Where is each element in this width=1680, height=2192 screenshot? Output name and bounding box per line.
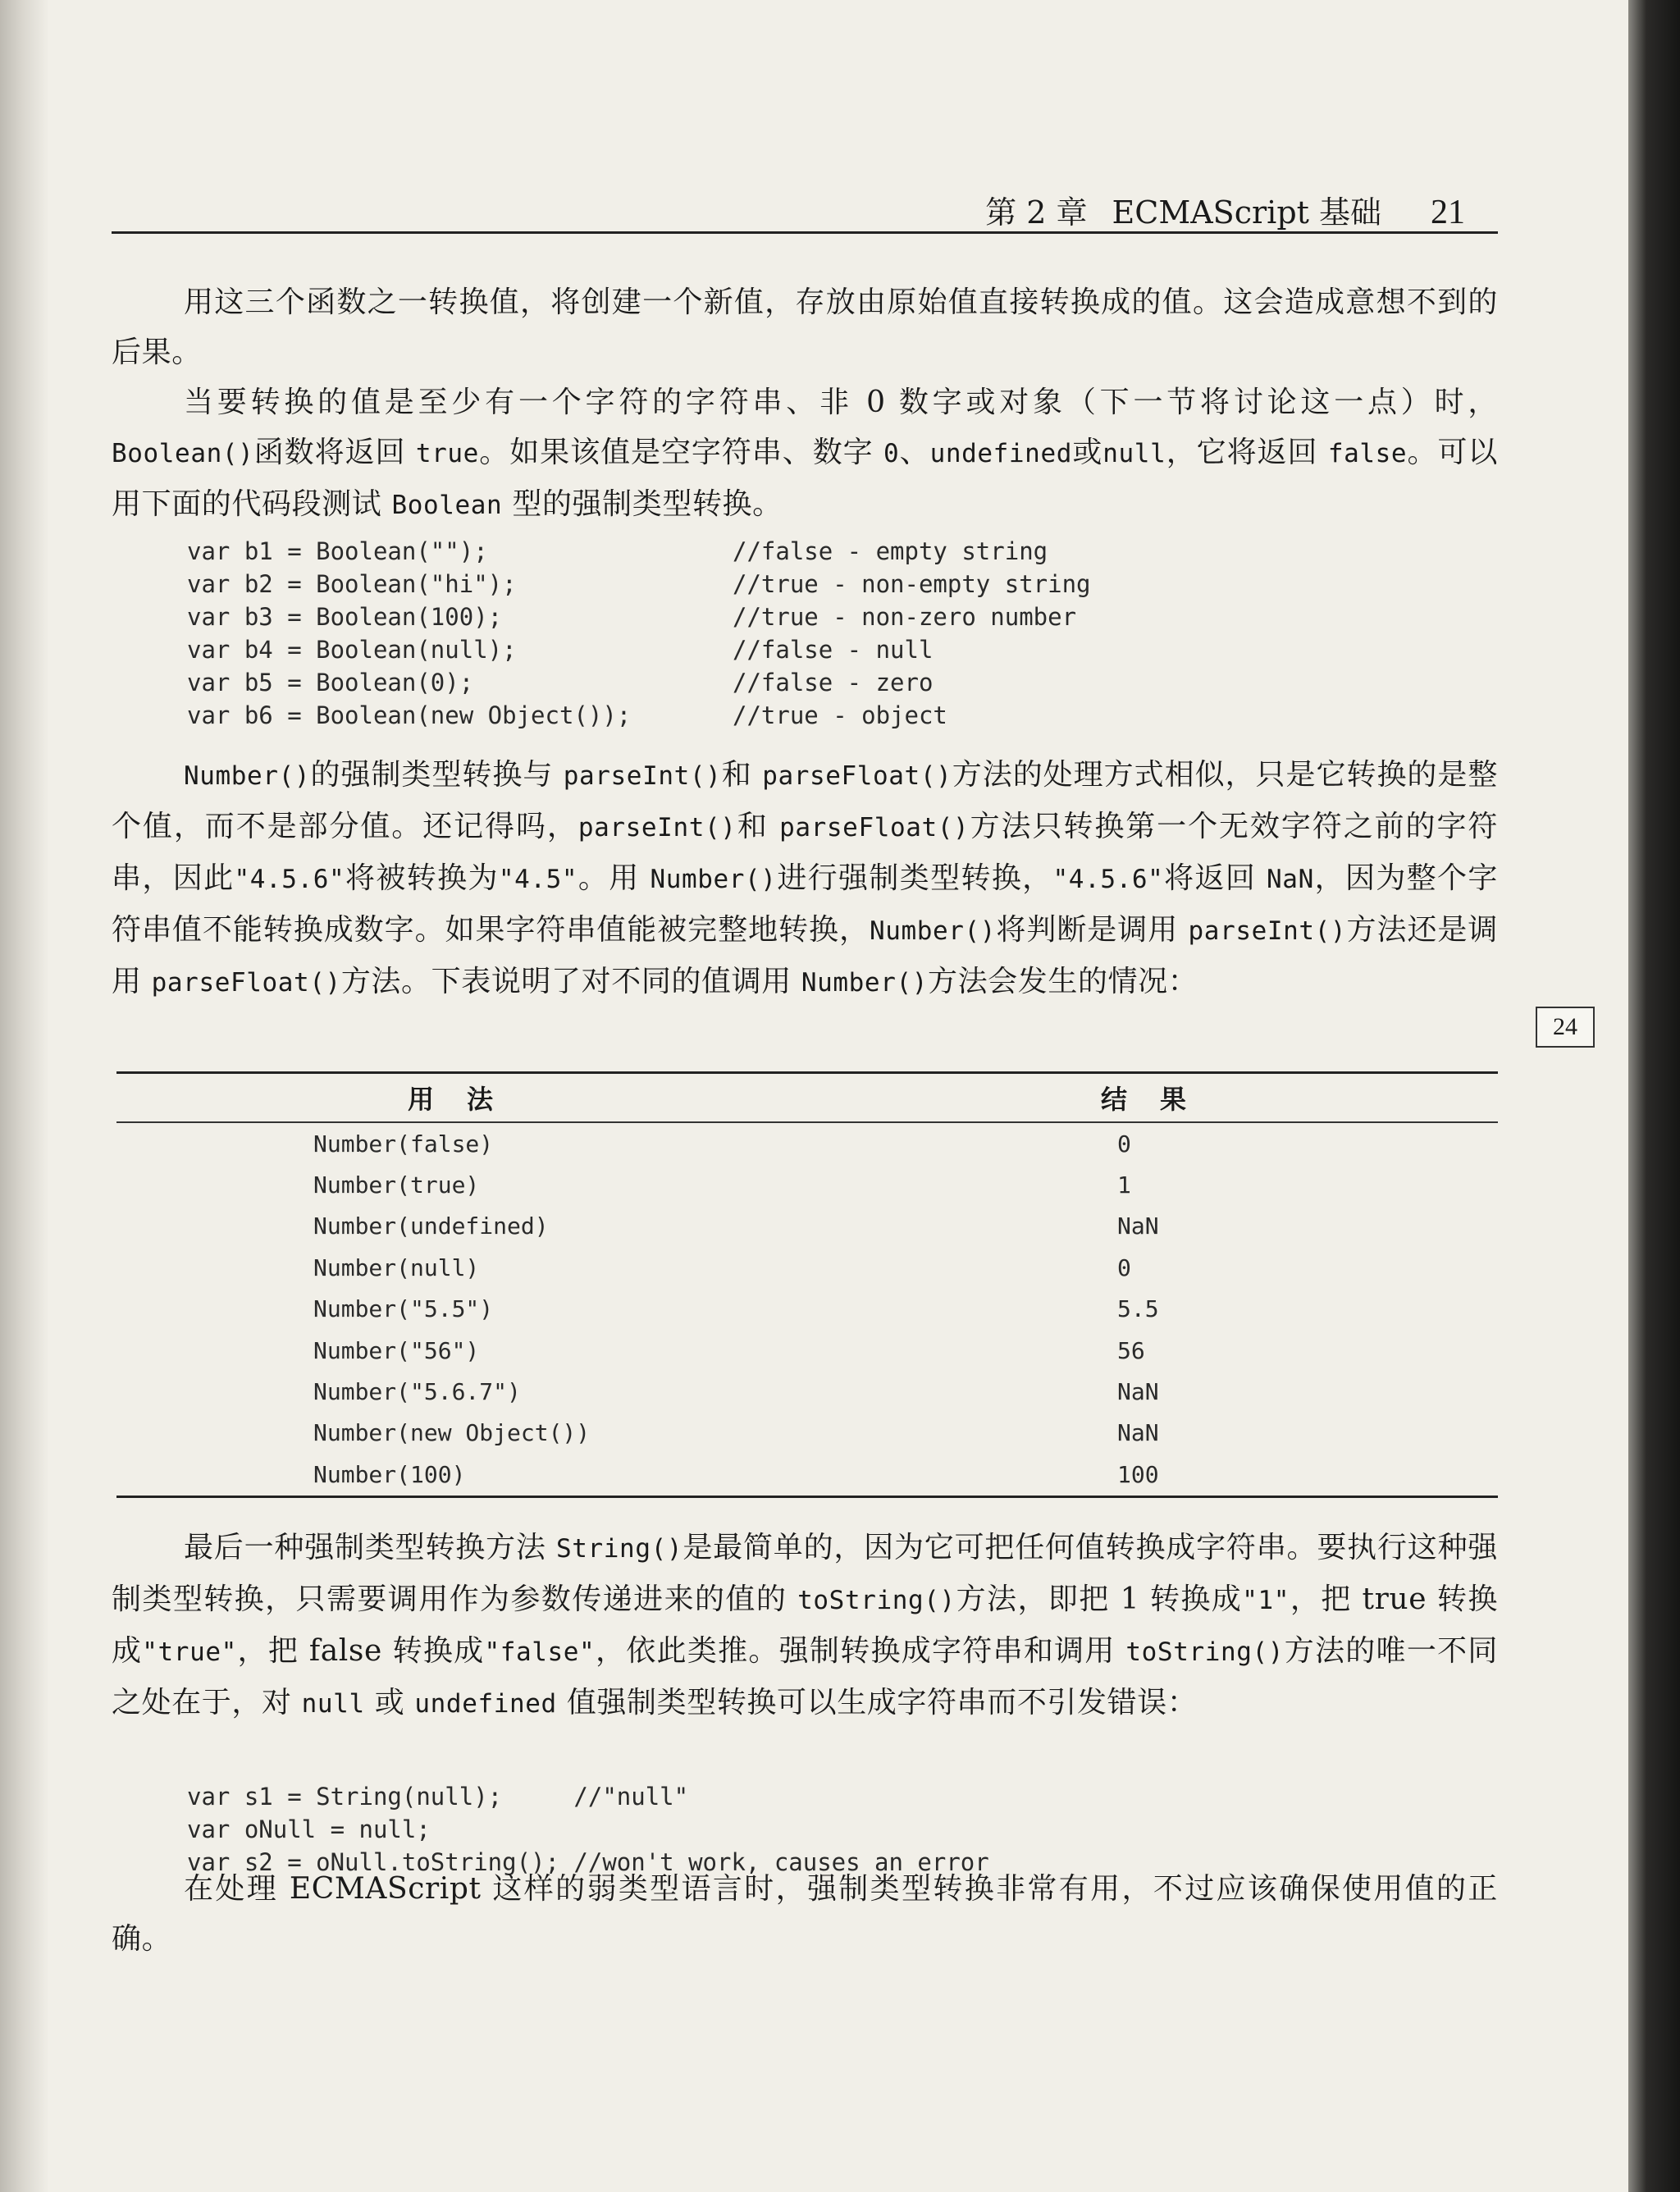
code-statement: var b1 = Boolean("");: [187, 537, 488, 565]
text-run: 在处理 ECMAScript 这样的弱类型语言时，强制类型转换非常有用，不过应该确保使用值的正确。: [112, 1872, 1498, 1956]
text-run: 。用: [578, 861, 651, 895]
code-comment: //false - empty string: [733, 537, 1048, 565]
text-run: 是最简单的，因为它可把任何值转换成字符串。要执行这种强制类型转换，只需要调用作为参数传递进来的值的: [112, 1531, 1499, 1616]
code-line: var s1 = String(null); //"null": [187, 1783, 689, 1811]
text-run: 方法的唯一不同之处在于，对: [112, 1634, 1498, 1719]
text-run: 将被转换为: [345, 861, 499, 895]
text-run: 函数将返回: [253, 436, 416, 469]
code-statement: var b6 = Boolean(new Object());: [187, 701, 632, 729]
cell-result: 56: [1117, 1336, 1145, 1364]
paragraph-conversion-intro: [112, 277, 1498, 377]
text-run: 和: [736, 810, 780, 843]
code-run: Boolean: [391, 491, 503, 520]
code-run: parseFloat(): [779, 813, 970, 843]
code-run: "1": [1242, 1586, 1290, 1615]
table-row: [116, 1289, 1498, 1330]
cell-result: 0: [1117, 1130, 1131, 1158]
code-run: 0: [883, 439, 900, 468]
code-run: toString(): [797, 1586, 956, 1615]
code-statement: var b3 = Boolean(100);: [187, 603, 503, 631]
code-block-boolean: [187, 535, 1418, 732]
code-run: Number(): [650, 865, 777, 894]
code-comment: //false - zero: [733, 669, 934, 696]
text-run: ，把 true 转换成: [112, 1582, 1498, 1668]
table-row: [116, 1454, 1498, 1495]
table-row: [116, 1371, 1498, 1412]
cell-usage: Number("5.5"): [313, 1295, 494, 1323]
number-conversion-table: [116, 1071, 1498, 1498]
cell-result: NaN: [1117, 1419, 1159, 1447]
code-run: Number(): [869, 916, 997, 946]
table-rule-bottom: [116, 1496, 1498, 1498]
code-run: parseInt(): [563, 761, 722, 791]
cell-result: 5.5: [1117, 1295, 1159, 1323]
cell-result: NaN: [1117, 1378, 1159, 1406]
paragraph-number: [112, 750, 1498, 1008]
text-run: 方法还是调用: [112, 913, 1498, 998]
text-run: 。可以用下面的代码段测试: [112, 436, 1499, 521]
text-run: 用这三个函数之一转换值，将创建一个新值，存放由原始值直接转换成的值。这会造成意想不到的后果。: [112, 285, 1498, 369]
code-line: var s2 = oNull.toString(); //won't work, causes an error: [187, 1848, 989, 1876]
code-statement: var b2 = Boolean("hi");: [187, 570, 517, 598]
cell-usage: Number(new Object()): [313, 1419, 591, 1447]
table-row: [116, 1330, 1498, 1371]
code-comment: //false - null: [733, 636, 934, 664]
cell-usage: Number(100): [313, 1460, 466, 1488]
chapter-label: 第 2 章: [985, 194, 1088, 231]
running-head: [952, 187, 1465, 231]
cell-result: 0: [1117, 1254, 1131, 1281]
code-line: [187, 633, 1418, 666]
table-row: [116, 1247, 1498, 1288]
code-run: String(): [556, 1534, 683, 1564]
text-run: 方法只转换第一个无效字符之前的字符串，因此: [112, 810, 1498, 895]
code-line: [187, 666, 1418, 699]
code-run: null: [301, 1689, 365, 1719]
text-run: 方法会发生的情况：: [927, 965, 1198, 998]
table-body: [116, 1123, 1498, 1496]
code-comment: //true - non-empty string: [733, 570, 1091, 598]
cell-usage: Number(null): [313, 1254, 480, 1281]
code-run: parseInt(): [578, 813, 737, 843]
code-run: "false": [484, 1637, 596, 1667]
code-run: null: [1102, 439, 1166, 468]
page-number: 21: [1431, 194, 1465, 231]
table-row: [116, 1123, 1498, 1164]
code-run: undefined: [929, 439, 1072, 468]
code-comment: //true - non-zero number: [733, 603, 1077, 631]
code-line: [187, 699, 1418, 732]
margin-page-ref: 24: [1536, 1007, 1595, 1048]
code-run: Number(): [184, 761, 311, 791]
cell-result: 100: [1117, 1460, 1159, 1488]
text-run: ，依此类推。强制转换成字符串和调用: [595, 1634, 1126, 1668]
table-row: [116, 1164, 1498, 1205]
text-run: 和: [721, 758, 763, 792]
code-run: false: [1327, 439, 1408, 468]
page-edge-shadow: [1628, 0, 1680, 2192]
table-row: [116, 1413, 1498, 1454]
cell-usage: Number(true): [313, 1171, 480, 1199]
code-run: "4.5.6": [1052, 865, 1164, 894]
text-run: 值强制类型转换可以生成字符串而不引发错误：: [556, 1686, 1198, 1719]
text-run: 方法。下表说明了对不同的值调用: [340, 965, 801, 998]
code-statement: var b4 = Boolean(null);: [187, 636, 517, 664]
code-run: toString(): [1125, 1637, 1285, 1667]
book-spine-shadow: [0, 0, 49, 2192]
code-run: Number(): [801, 968, 928, 998]
cell-usage: Number("5.6.7"): [313, 1378, 521, 1406]
code-run: true: [415, 439, 479, 468]
cell-result: 1: [1117, 1171, 1131, 1199]
header-usage: 用法: [408, 1084, 527, 1115]
cell-usage: Number(false): [313, 1130, 494, 1158]
code-run: "true": [142, 1637, 237, 1667]
text-run: 将返回: [1163, 861, 1267, 895]
text-run: 最后一种强制类型转换方法: [184, 1531, 556, 1564]
text-run: 或: [1071, 436, 1103, 469]
code-run: NaN: [1267, 865, 1314, 894]
cell-usage: Number("56"): [313, 1336, 480, 1364]
text-run: ，把 false 转换成: [236, 1634, 485, 1668]
code-line: [187, 601, 1418, 633]
cell-result: NaN: [1117, 1212, 1159, 1240]
code-run: "4.5": [498, 865, 578, 894]
code-statement: var b5 = Boolean(0);: [187, 669, 474, 696]
code-run: parseFloat(): [762, 761, 952, 791]
text-run: 进行强制类型转换，: [776, 861, 1053, 895]
code-comment: //true - object: [733, 701, 947, 729]
text-run: 当要转换的值是至少有一个字符的字符串、非 0 数字或对象（下一节将讨论这一点）时，: [184, 386, 1498, 419]
header-rule: [112, 231, 1498, 234]
text-run: 型的强制类型转换。: [502, 487, 783, 521]
text-run: ，它将返回: [1166, 436, 1328, 469]
paragraph-conclusion: [112, 1864, 1498, 1964]
code-line: var oNull = null;: [187, 1815, 431, 1843]
chapter-title: ECMAScript 基础: [1112, 194, 1381, 231]
text-run: 将判断是调用: [996, 913, 1189, 947]
paragraph-boolean: [112, 377, 1498, 531]
code-run: Boolean(): [112, 439, 254, 468]
code-line: [187, 535, 1418, 568]
text-run: 方法的处理方式相似，只是它转换的是整个值，而不是部分值。还记得吗，: [112, 758, 1498, 843]
table-row: [116, 1206, 1498, 1247]
cell-usage: Number(undefined): [313, 1212, 549, 1240]
text-run: 、: [899, 436, 930, 469]
paragraph-string: [112, 1523, 1498, 1729]
code-run: undefined: [414, 1689, 557, 1719]
text-run: 或: [364, 1686, 415, 1719]
code-run: "4.5.6": [234, 865, 345, 894]
code-line: [187, 568, 1418, 601]
text-run: 方法，即把 1 转换成: [955, 1582, 1243, 1616]
code-run: parseInt(): [1188, 916, 1347, 946]
header-result: 结果: [1101, 1084, 1220, 1115]
text-run: ，因为整个字符串值不能转换成数字。如果字符串值能被完整地转换，: [112, 861, 1498, 947]
text-run: 的强制类型转换与: [310, 758, 564, 792]
code-run: parseFloat(): [151, 968, 341, 998]
text-run: 。如果该值是空字符串、数字: [478, 436, 884, 469]
table-header: [116, 1074, 1498, 1121]
